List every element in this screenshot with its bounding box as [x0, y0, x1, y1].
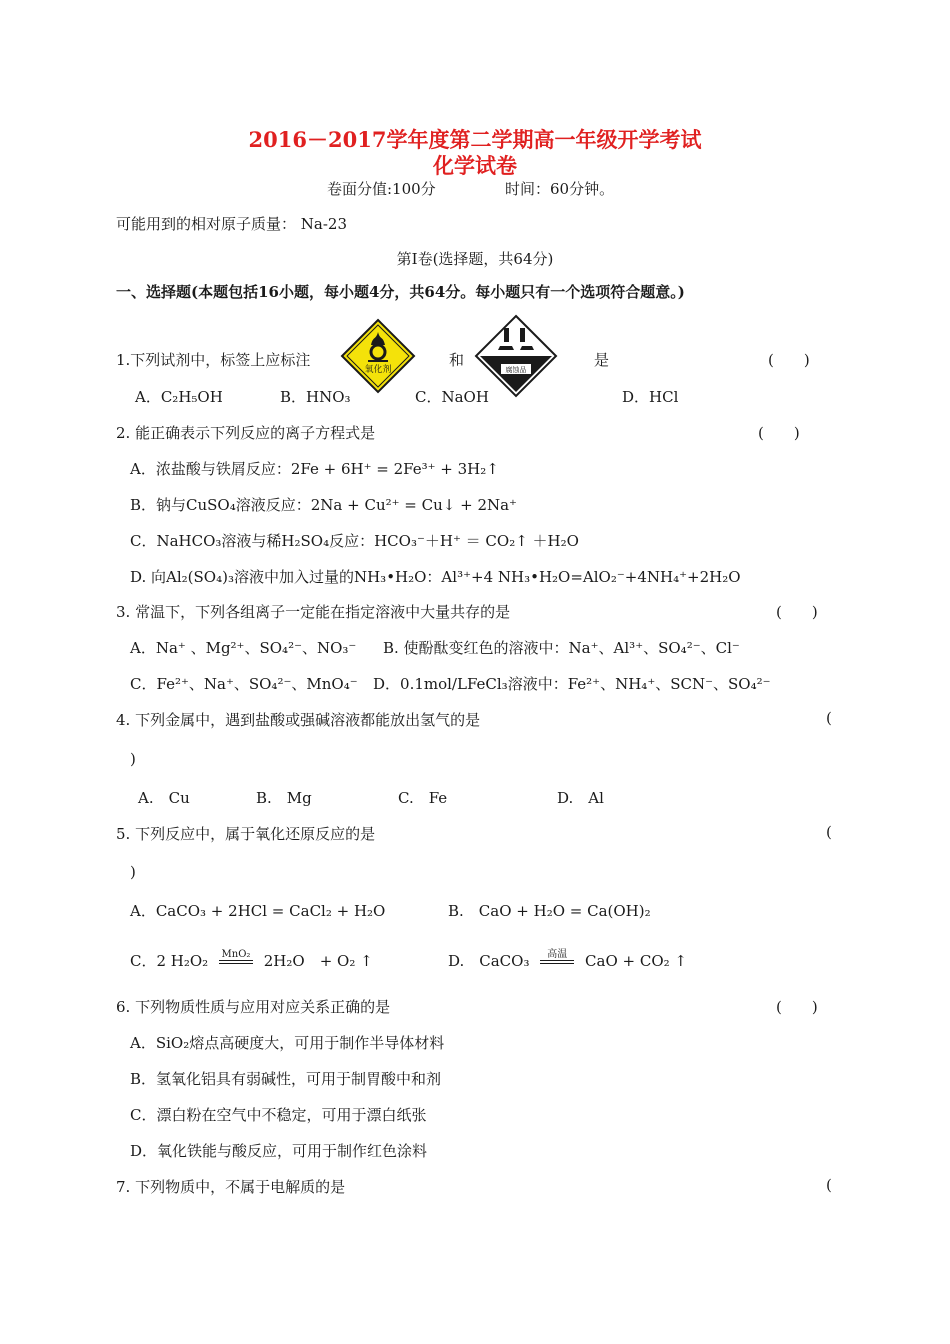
question-1-stem: 1.下列试剂中，标签上应标注: [116, 351, 311, 369]
question-2-option-c: C．NaHCO₃溶液与稀H₂SO₄反应：HCO₃⁻＋H⁺ ＝ CO₂↑ ＋H₂O: [130, 532, 579, 550]
question-6-option-c: C．漂白粉在空气中不稳定，可用于漂白纸张: [130, 1106, 427, 1124]
question-5-option-c-reactant: C．2 H₂O₂: [130, 952, 209, 970]
question-1-option-b: B．HNO₃: [280, 388, 351, 406]
question-5-paren-open: (: [826, 823, 832, 841]
question-1-and: 和: [449, 351, 465, 369]
atomic-mass-info: 可能用到的相对原子质量： Na-23: [116, 215, 347, 233]
question-2-option-d: D. 向Al₂(SO₄)₃溶液中加入过量的NH₃•H₂O：Al³⁺+4 NH₃•H₂O=AlO₂⁻+4NH₄⁺+2H₂O: [130, 568, 741, 586]
question-2-answer-paren: ( ): [758, 424, 800, 442]
question-4-option-c: C. Fe: [398, 789, 448, 807]
question-6-option-d: D．氧化铁能与酸反应，可用于制作红色涂料: [130, 1142, 428, 1160]
oxidizer-label-icon: [340, 318, 416, 394]
question-3-stem: 3. 常温下，下列各组离子一定能在指定溶液中大量共存的是: [116, 603, 511, 621]
question-1-option-c: C．NaOH: [415, 388, 489, 406]
question-5-stem: 5. 下列反应中，属于氧化还原反应的是: [116, 825, 376, 843]
question-4-stem: 4. 下列金属中，遇到盐酸或强碱溶液都能放出氢气的是: [116, 711, 481, 729]
catalyst-label: MnO₂: [221, 949, 251, 960]
question-3-option-d: D．0.1mol/LFeCl₃溶液中：Fe²⁺、NH₄⁺、SCN⁻、SO₄²⁻: [373, 675, 771, 693]
corrosive-label-text: 腐蚀品: [505, 366, 527, 374]
question-5-option-b: B. CaO + H₂O = Ca(OH)₂: [448, 902, 651, 920]
time-info: 时间：60分钟。: [505, 180, 615, 198]
question-7-paren-open: (: [826, 1176, 832, 1194]
question-3-answer-paren: ( ): [776, 603, 818, 621]
question-3-option-b: B. 使酚酞变红色的溶液中：Na⁺、Al³⁺、SO₄²⁻、Cl⁻: [383, 639, 740, 657]
question-1-stem-end: 是: [594, 351, 610, 369]
question-5-option-d: [448, 949, 687, 975]
question-6-stem: 6. 下列物质性质与应用对应关系正确的是: [116, 998, 391, 1016]
reaction-condition-mno2: [219, 949, 253, 975]
score-info: 卷面分值:100分: [327, 180, 436, 198]
question-5-option-d-product: CaO + CO₂ ↑: [585, 952, 687, 970]
question-4-option-d: D. Al: [557, 789, 604, 807]
question-4-paren-open: (: [826, 709, 832, 727]
exam-subtitle: 化学试卷: [433, 153, 517, 178]
exam-title: 2016－2017学年度第二学期高一年级开学考试: [248, 127, 702, 152]
question-3-option-c: C．Fe²⁺、Na⁺、SO₄²⁻、MnO₄⁻: [130, 675, 358, 693]
question-5-paren-close: ): [130, 863, 136, 881]
question-4-option-b: B. Mg: [256, 789, 312, 807]
question-5-option-d-reactant: D. CaCO₃: [448, 952, 530, 970]
question-4-option-a: A. Cu: [138, 789, 190, 807]
oxidizer-label-text: 氧化剂: [364, 365, 392, 375]
reaction-condition-heat: [540, 949, 574, 975]
question-2-option-a: A．浓盐酸与铁屑反应：2Fe + 6H⁺ = 2Fe³⁺ + 3H₂↑: [130, 460, 499, 478]
question-6-answer-paren: ( ): [776, 998, 818, 1016]
question-5-option-c-product: 2H₂O + O₂ ↑: [263, 952, 373, 970]
question-3-option-a: A．Na⁺ 、Mg²⁺、SO₄²⁻、NO₃⁻: [130, 639, 357, 657]
question-4-paren-close: ): [130, 750, 136, 768]
section-heading: 一、选择题(本题包括16小题，每小题4分，共64分。每小题只有一个选项符合题意。): [116, 283, 685, 301]
question-5-option-c: [130, 949, 373, 975]
question-5-option-a: A．CaCO₃ + 2HCl = CaCl₂ + H₂O: [130, 902, 386, 920]
question-2-stem: 2. 能正确表示下列反应的离子方程式是: [116, 424, 376, 442]
question-6-option-a: A．SiO₂熔点高硬度大，可用于制作半导体材料: [130, 1034, 445, 1052]
question-1-option-d: D．HCl: [622, 388, 679, 406]
question-1-option-a: A．C₂H₅OH: [135, 388, 223, 406]
condition-label: 高温: [547, 949, 568, 960]
question-1-answer-paren: ( ): [768, 351, 810, 369]
question-7-stem: 7. 下列物质中，不属于电解质的是: [116, 1178, 346, 1196]
part-heading: 第Ⅰ卷(选择题，共64分): [396, 250, 554, 268]
question-2-option-b: B．钠与CuSO₄溶液反应：2Na + Cu²⁺ = Cu↓ + 2Na⁺: [130, 496, 517, 514]
question-6-option-b: B．氢氧化铝具有弱碱性，可用于制胃酸中和剂: [130, 1070, 442, 1088]
